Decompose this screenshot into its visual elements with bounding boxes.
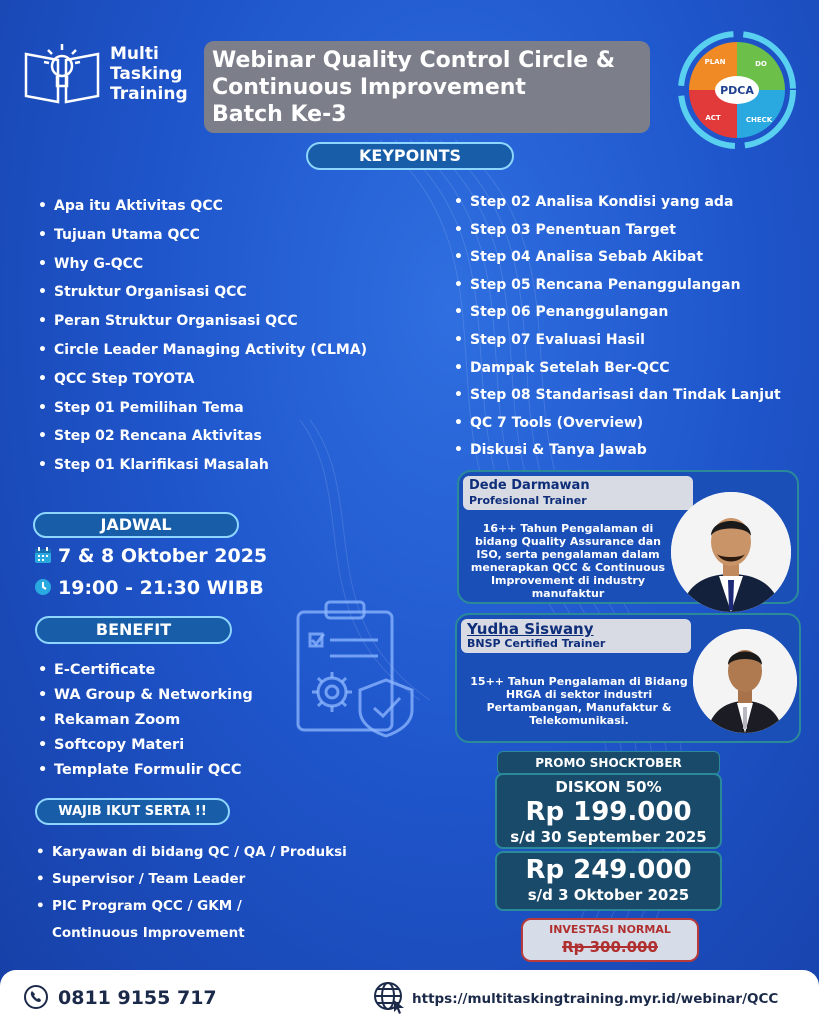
list-item: • Why G-QCC xyxy=(36,254,367,283)
footer-bar xyxy=(0,970,819,1024)
promo-price: Rp 249.000 xyxy=(525,855,692,885)
list-item: • Supervisor / Team Leader xyxy=(34,869,347,896)
trainer-card xyxy=(455,613,801,743)
person-icon xyxy=(693,629,797,733)
list-item: • Step 01 Pemilihan Tema xyxy=(36,398,367,427)
trainer-name: Yudha Siswany xyxy=(467,620,594,638)
title-line: Continuous Improvement xyxy=(212,75,526,100)
list-item: • Struktur Organisasi QCC xyxy=(36,282,367,311)
promo-price-box xyxy=(495,773,722,849)
list-item: • Step 05 Rencana Penanggulangan xyxy=(452,275,781,303)
clipboard-gear-shield-icon xyxy=(290,598,420,738)
trainer-photo xyxy=(671,492,791,612)
wajib-list xyxy=(34,842,347,950)
pdca-cycle-icon xyxy=(675,28,799,152)
brand-line: Tasking xyxy=(110,64,183,84)
brand-name xyxy=(110,44,188,104)
list-item: • Dampak Setelah Ber-QCC xyxy=(452,358,781,386)
person-icon xyxy=(671,492,791,612)
normal-price-label: INVESTASI NORMAL xyxy=(549,923,671,936)
schedule-date-text: 7 & 8 Oktober 2025 xyxy=(58,545,268,567)
list-item: • E-Certificate xyxy=(36,660,253,685)
website-url: https://multitaskingtraining.myr.id/webinar/QCC xyxy=(412,991,779,1007)
title-line: Batch Ke-3 xyxy=(212,102,347,127)
list-item: • Step 02 Rencana Aktivitas xyxy=(36,426,367,455)
trainer-header xyxy=(463,476,693,510)
pdca-center-label: PDCA xyxy=(720,84,754,97)
list-item: • WA Group & Networking xyxy=(36,685,253,710)
calendar-icon xyxy=(34,546,52,564)
list-item: • PIC Program QCC / GKM / xyxy=(34,896,347,923)
trainer-role: BNSP Certified Trainer xyxy=(467,637,606,650)
phone-contact[interactable] xyxy=(24,985,217,1009)
benefit-list xyxy=(36,660,253,785)
jadwal-heading: JADWAL xyxy=(33,512,239,538)
schedule-date xyxy=(34,545,267,567)
keypoints-right-list xyxy=(452,192,781,468)
trainer-name: Dede Darmawan xyxy=(469,478,590,493)
trainer-description: 16++ Tahun Pengalaman di bidang Quality Assurance dan ISO, serta pengalaman dalam menerapkan QCC & Continuous Improvement di industry manufaktur xyxy=(470,522,666,600)
list-item: • Circle Leader Managing Activity (CLMA) xyxy=(36,340,367,369)
book-lightbulb-logo-icon xyxy=(22,40,102,108)
schedule-time xyxy=(34,577,264,599)
normal-price-box xyxy=(521,918,699,962)
promo-deadline: s/d 30 September 2025 xyxy=(510,828,707,846)
discount-text: DISKON 50% xyxy=(555,778,662,796)
phone-number: 0811 9155 717 xyxy=(58,987,217,1009)
trainer-header xyxy=(461,619,691,653)
trainer-photo xyxy=(693,629,797,733)
promo-price-box xyxy=(495,851,722,911)
trainer-description: 15++ Tahun Pengalaman di Bidang HRGA di sektor industri Pertambangan, Manufaktur & Telekomunikasi. xyxy=(470,675,688,727)
trainer-card xyxy=(457,470,799,604)
phone-icon xyxy=(24,985,48,1009)
pdca-plan-label: PLAN xyxy=(704,58,726,66)
list-item: • Step 01 Klarifikasi Masalah xyxy=(36,455,367,484)
promo-label: PROMO SHOCKTOBER xyxy=(497,751,720,775)
keypoints-heading: KEYPOINTS xyxy=(306,142,514,170)
pdca-do-label: DO xyxy=(755,60,767,68)
brand-logo xyxy=(22,40,202,112)
benefit-heading: BENEFIT xyxy=(35,616,232,644)
brand-line: Training xyxy=(110,84,188,104)
wajib-heading: WAJIB IKUT SERTA !! xyxy=(35,798,230,825)
pdca-act-label: ACT xyxy=(705,114,721,122)
list-item: • Template Formulir QCC xyxy=(36,760,253,785)
list-item: • Step 03 Penentuan Target xyxy=(452,220,781,248)
schedule-time-text: 19:00 - 21:30 WIBB xyxy=(58,577,264,599)
clock-icon xyxy=(34,578,52,596)
list-item: • Karyawan di bidang QC / QA / Produksi xyxy=(34,842,347,869)
promo-price: Rp 199.000 xyxy=(525,797,692,827)
globe-icon xyxy=(372,980,406,1014)
list-item: • Step 04 Analisa Sebab Akibat xyxy=(452,247,781,275)
website-link[interactable] xyxy=(372,980,778,1014)
webinar-title xyxy=(204,41,650,133)
trainer-role: Profesional Trainer xyxy=(469,494,587,507)
list-item: • Step 08 Standarisasi dan Tindak Lanjut xyxy=(452,385,781,413)
promo-deadline: s/d 3 Oktober 2025 xyxy=(527,886,690,904)
normal-price: Rp 300.000 xyxy=(562,938,658,956)
pdca-check-label: CHECK xyxy=(745,116,773,124)
list-item: • Softcopy Materi xyxy=(36,735,253,760)
list-item: Continuous Improvement xyxy=(52,925,245,941)
brand-line: Multi xyxy=(110,44,159,64)
list-item: • Diskusi & Tanya Jawab xyxy=(452,440,781,468)
list-item: • Step 02 Analisa Kondisi yang ada xyxy=(452,192,781,220)
list-item: • Tujuan Utama QCC xyxy=(36,225,367,254)
list-item: • Step 06 Penanggulangan xyxy=(452,302,781,330)
list-item: • QC 7 Tools (Overview) xyxy=(452,413,781,441)
list-item: • Peran Struktur Organisasi QCC xyxy=(36,311,367,340)
list-item: • Rekaman Zoom xyxy=(36,710,253,735)
list-item: • Apa itu Aktivitas QCC xyxy=(36,196,367,225)
keypoints-left-list xyxy=(36,196,367,484)
list-item: • QCC Step TOYOTA xyxy=(36,369,367,398)
title-line: Webinar Quality Control Circle & xyxy=(212,48,616,73)
list-item: • Step 07 Evaluasi Hasil xyxy=(452,330,781,358)
